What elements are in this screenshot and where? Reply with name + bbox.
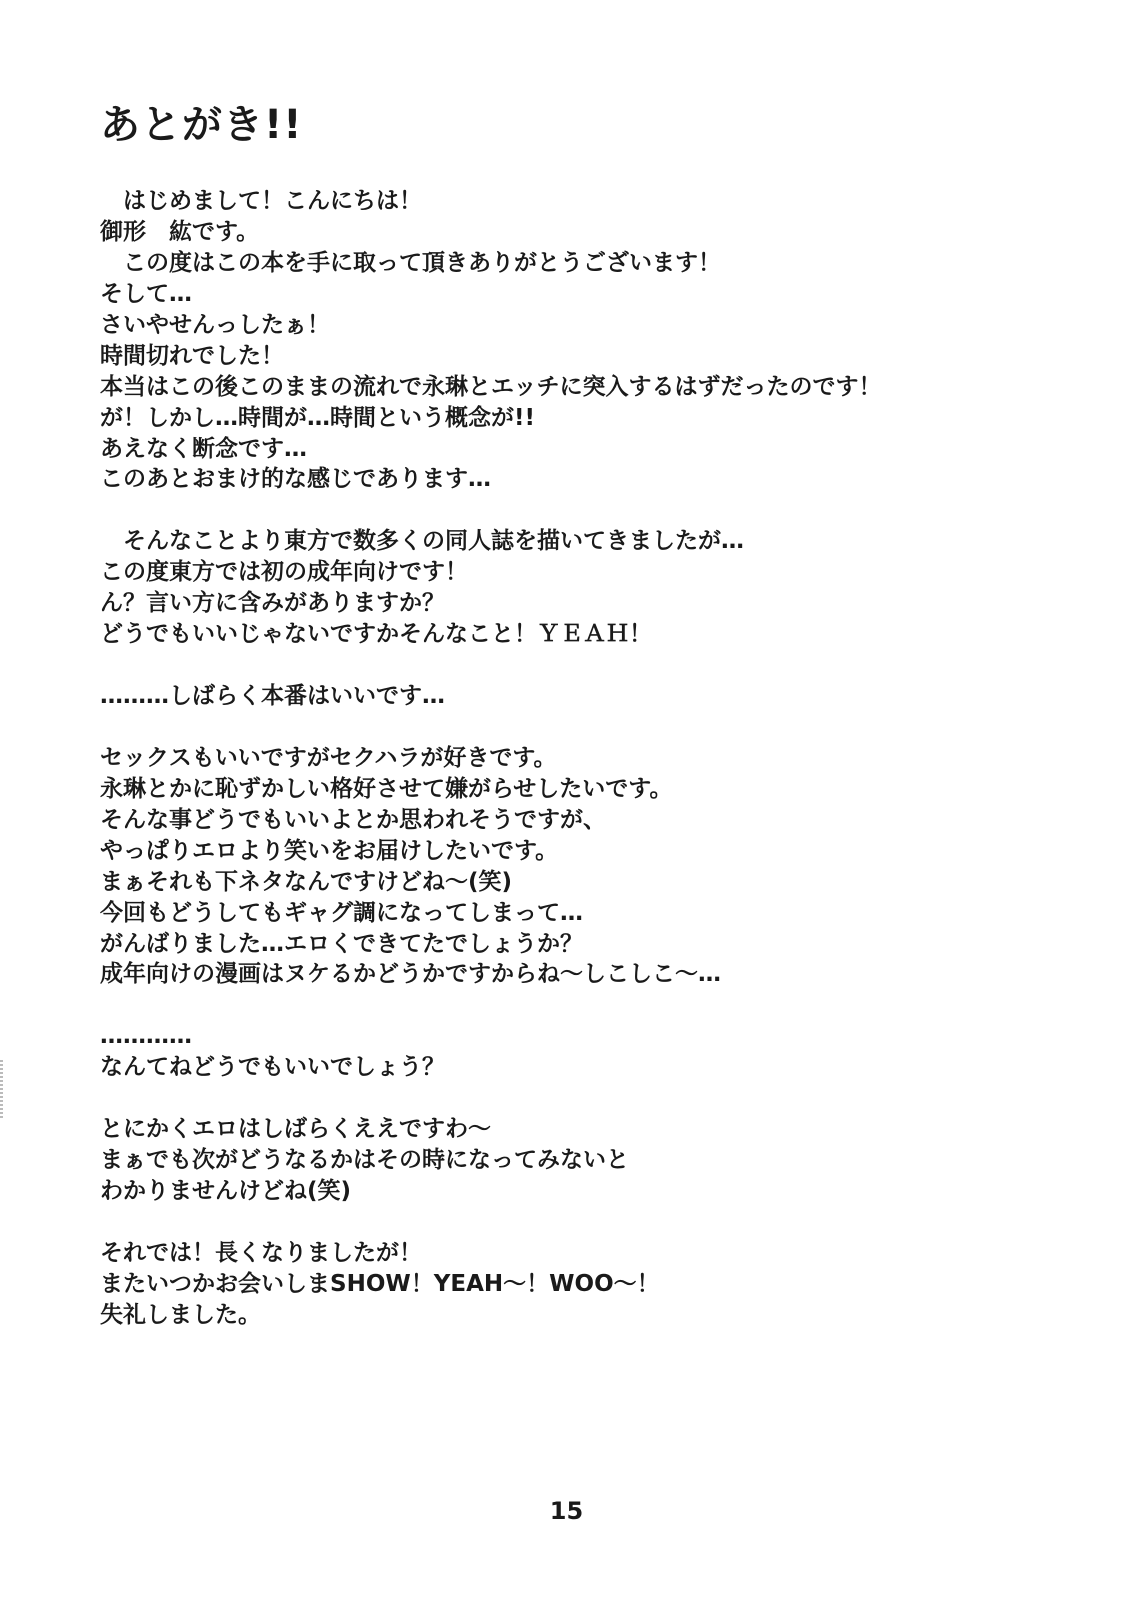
- text-line: そんな事どうでもいいよとか思われそうですが、: [100, 806, 606, 833]
- text-line: そんなことより東方で数多くの同人誌を描いてきましたが…: [100, 528, 744, 555]
- text-line: さいやせんっしたぁ！: [100, 311, 330, 338]
- text-line: わかりませんけどね(笑): [100, 1178, 352, 1204]
- scan-edge-mark: [0, 1060, 3, 1120]
- text-line: 今回もどうしてもギャグ調になってしまって…: [100, 899, 583, 926]
- text-line: 失礼しました。: [100, 1301, 261, 1328]
- text-line: が！しかし…時間が…時間という概念が!!: [100, 404, 535, 431]
- text-line: 時間切れでした！: [100, 342, 284, 369]
- blank-line: [100, 712, 1060, 743]
- text-line: とにかくエロはしばらくええですわ～: [100, 1116, 491, 1143]
- text-line: 本当はこの後このままの流れで永琳とエッチに突入するはずだったのです！: [100, 373, 882, 400]
- text-line: またいつかお会いしまSHOW！YEAH～！WOO～！: [100, 1270, 660, 1297]
- text-line: あえなく断念です…: [100, 435, 307, 462]
- text-line: がんばりました…エロくできてたでしょうか？: [100, 930, 583, 957]
- text-line: この度はこの本を手に取って頂きありがとうございます！: [100, 249, 721, 276]
- afterword-heading: あとがき!!: [100, 102, 303, 148]
- blank-line: [100, 650, 1060, 681]
- text-line: それでは！長くなりましたが！: [100, 1239, 422, 1266]
- blank-line: [100, 495, 1060, 526]
- text-line: この度東方では初の成年向けです！: [100, 559, 468, 586]
- text-line: まぁそれも下ネタなんですけどね～(笑): [100, 868, 513, 895]
- text-line: 成年向けの漫画はヌケるかどうかですからね～しこしこ～…: [100, 961, 721, 988]
- text-line: このあとおまけ的な感じであります…: [100, 466, 491, 493]
- text-line: ん？言い方に含みがありますか？: [100, 590, 445, 617]
- blank-line: [100, 1207, 1060, 1238]
- text-line: まぁでも次がどうなるかはその時になってみないと: [100, 1147, 629, 1174]
- afterword-body: [100, 186, 1060, 1331]
- text-line: 御形 紘です。: [100, 218, 260, 245]
- blank-line: [100, 990, 1060, 1021]
- text-line: どうでもいいじゃないですかそんなこと！ＹＥＡＨ！: [100, 621, 652, 648]
- text-line: ………しばらく本番はいいです…: [100, 683, 445, 709]
- blank-line: [100, 1083, 1060, 1114]
- text-line: セックスもいいですがセクハラが好きです。: [100, 744, 557, 771]
- text-line: はじめまして！こんにちは！: [100, 188, 422, 214]
- page-number: 15: [549, 1497, 584, 1525]
- text-line: そして…: [100, 280, 192, 307]
- text-line: …………: [100, 1023, 192, 1050]
- text-line: やっぱりエロより笑いをお届けしたいです。: [100, 837, 559, 864]
- text-line: なんてねどうでもいいでしょう？: [100, 1054, 445, 1081]
- text-line: 永琳とかに恥ずかしい格好させて嫌がらせしたいです。: [100, 775, 673, 802]
